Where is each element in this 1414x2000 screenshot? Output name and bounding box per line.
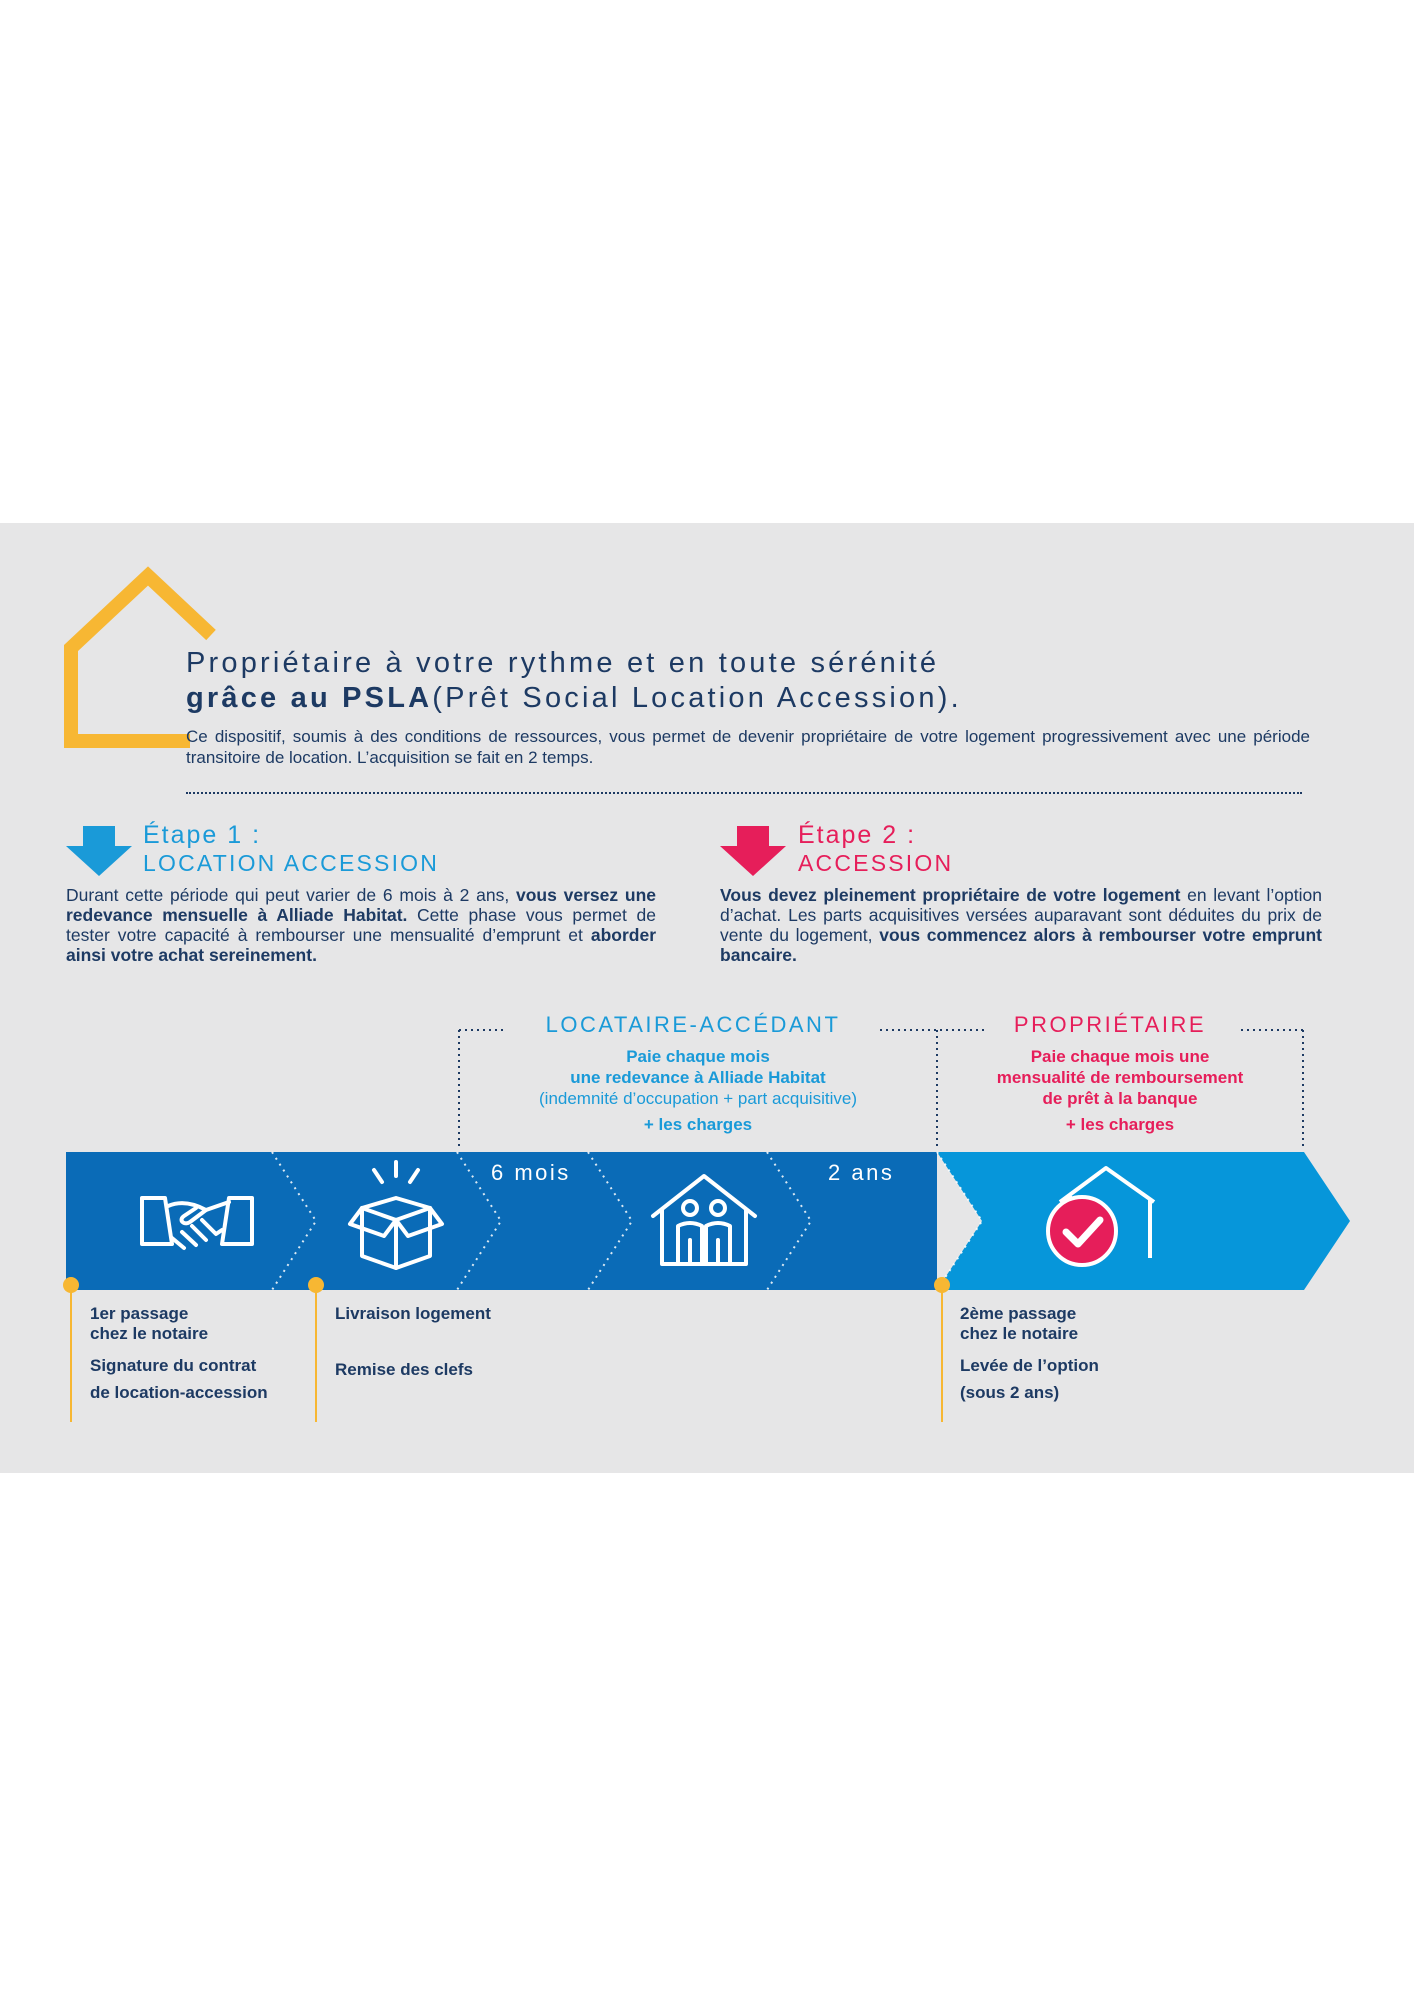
owner-line1: Paie chaque mois une — [1030, 1047, 1210, 1066]
step1-text-run: Cette phase vous permet de tester votre capacité à rembourser une mensualité d’emprunt et — [66, 905, 657, 945]
owner-line2: mensualité de remboursement — [996, 1068, 1244, 1087]
arrow-down-pink-icon — [720, 826, 786, 876]
milestone-first-notary: 1er passage chez le notaire Signature du contrat de location-accession — [90, 1304, 268, 1402]
step1-label: Étape 1 : — [143, 821, 262, 849]
owner-line3: de prêt à la banque — [1042, 1089, 1198, 1108]
step1-description — [66, 885, 656, 965]
duration-2-years: 2 ans — [828, 1160, 895, 1185]
step2-text-run: Vous devez pleinement propriétaire de votre logement — [720, 885, 1181, 905]
tenant-line2: une redevance à Alliade Habitat — [570, 1068, 826, 1087]
tenant-line3: (indemnité d’occupation + part acquisitive) — [539, 1089, 857, 1108]
step1-text-run: aborder ainsi votre achat sereinement. — [66, 925, 656, 965]
milestone-second-notary: 2ème passage chez le notaire Levée de l’option (sous 2 ans) — [960, 1304, 1099, 1402]
step2-description — [720, 885, 1322, 965]
title-psla-expansion: (Prêt Social Location Accession). — [432, 682, 962, 714]
tenant-line1: Paie chaque mois — [626, 1047, 770, 1066]
owner-line4: + les charges — [1065, 1115, 1175, 1134]
duration-6-months: 6 mois — [491, 1160, 571, 1185]
step1-text-run: Durant cette période qui peut varier de 6 mois à 2 ans, — [66, 885, 516, 905]
tenant-line4: + les charges — [643, 1115, 753, 1134]
intro-text: Ce dispositif, soumis à des conditions de ressources, vous permet de devenir propriétaire de votre logement progressivement avec une période transitoire de location. L’acquisition se fait en 2 temps. — [186, 727, 1310, 767]
title-psla: grâce au PSLA — [186, 682, 433, 714]
step1-name: LOCATION ACCESSION — [143, 850, 440, 876]
step2-label: Étape 2 : — [798, 821, 917, 849]
arrow-down-blue-icon — [66, 826, 132, 876]
title-line1: Propriétaire à votre rythme et en toute sérénité — [186, 647, 940, 679]
step2-text-run: vous commencez alors à rembourser votre emprunt bancaire. — [720, 925, 1323, 965]
tenant-box-title: LOCATAIRE-ACCÉDANT — [545, 1012, 841, 1037]
step2-name: ACCESSION — [798, 850, 954, 876]
step2-text-run: en levant l’option d’achat. Les parts acquisitives versées auparavant sont déduites du prix de vente du logement, — [720, 885, 1322, 945]
owner-box-title: PROPRIÉTAIRE — [1013, 1012, 1207, 1037]
step1-text-run: vous versez une redevance mensuelle à Alliade Habitat. — [66, 885, 656, 925]
page-title — [186, 646, 1336, 716]
milestone-delivery: Livraison logement Remise des clefs — [335, 1304, 491, 1379]
divider — [186, 792, 1302, 794]
